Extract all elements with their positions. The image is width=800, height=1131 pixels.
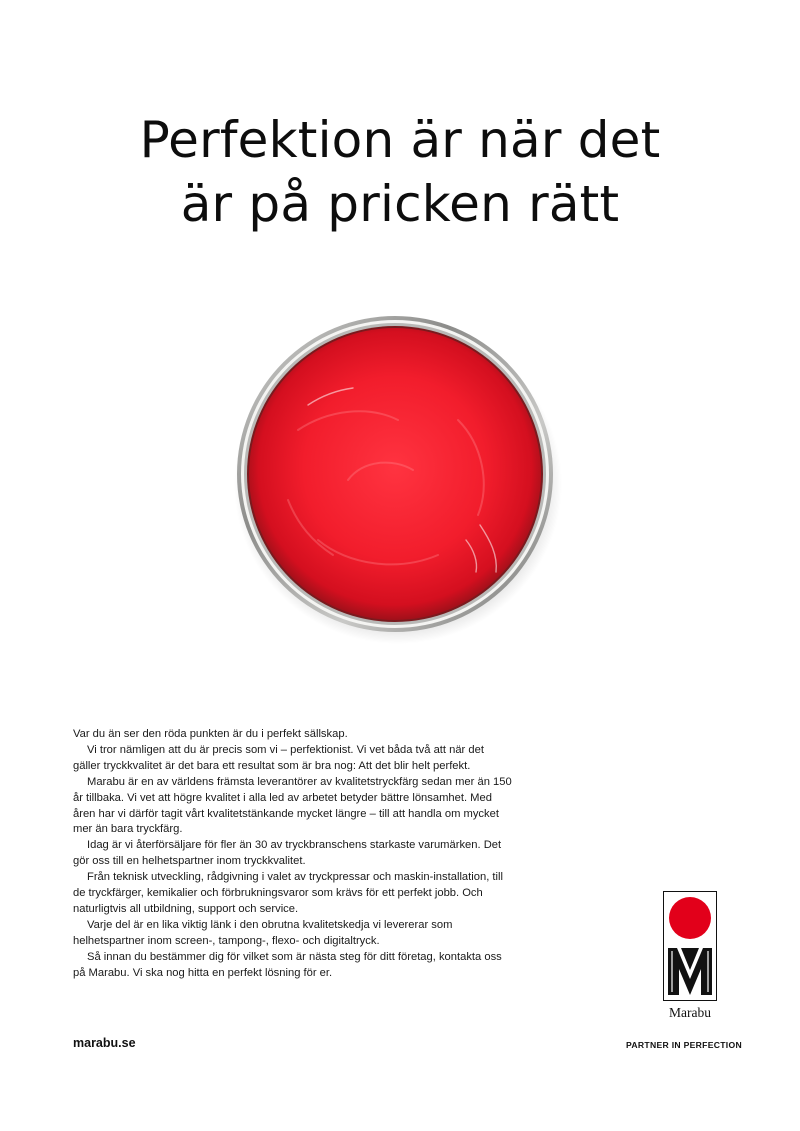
body-paragraph: Vi tror nämligen att du är precis som vi – perfektionist. Vi vet båda två att när det gäller tryckkvalitet är det bara ett resultat som är bra nog: Att det blir helt perfekt.: [73, 743, 484, 772]
headline: [40, 108, 760, 236]
headline-line-1: Perfektion är när det: [139, 111, 661, 169]
tagline: PARTNER IN PERFECTION: [626, 1040, 742, 1050]
logo-mark-icon: [663, 891, 717, 1001]
body-paragraph: Idag är vi återförsäljare för fler än 30 av tryckbranschens starkaste varumärken. Det gör oss till en helhetspartner inom tryckkvalitet.: [73, 839, 502, 868]
logo-wordmark: Marabu: [669, 1005, 711, 1020]
body-copy: [73, 727, 513, 982]
headline-line-2: är på pricken rätt: [180, 175, 620, 233]
website-link[interactable]: marabu.se: [73, 1036, 136, 1050]
marabu-logo: [663, 891, 717, 1001]
body-paragraph: Från teknisk utveckling, rådgivning i valet av tryckpressar och maskin-installation, till de tryckfärger, kemikalier och förbrukningsvaror som krävs för ett perfekt jobb. Och naturligtvis all utbildning, support och service.: [73, 871, 503, 915]
body-paragraph: Så innan du bestämmer dig för vilket som är nästa steg för ditt företag, kontakta oss på Marabu. Vi ska nog hitta en perfekt lösning för er.: [73, 950, 502, 979]
body-paragraph: Var du än ser den röda punkten är du i perfekt sällskap.: [73, 728, 348, 740]
paint-can-red-icon: [228, 310, 562, 644]
body-paragraph: Varje del är en lika viktig länk i den obrutna kvalitetskedja vi levererar som helhetspartner inom screen-, tampong-, flexo- och digitaltryck.: [73, 918, 453, 947]
body-paragraph: Marabu är en av världens främsta leverantörer av kvalitetstryckfärg sedan mer än 150 år tillbaka. Vi vet att högre kvalitet i alla led av arbetet betyder bättre lönsamhet. Med åren har vi därför tagit vårt kvalitetstänkande mycket längre – till att handla om mycket mer än bara tryckfärg.: [73, 775, 512, 836]
